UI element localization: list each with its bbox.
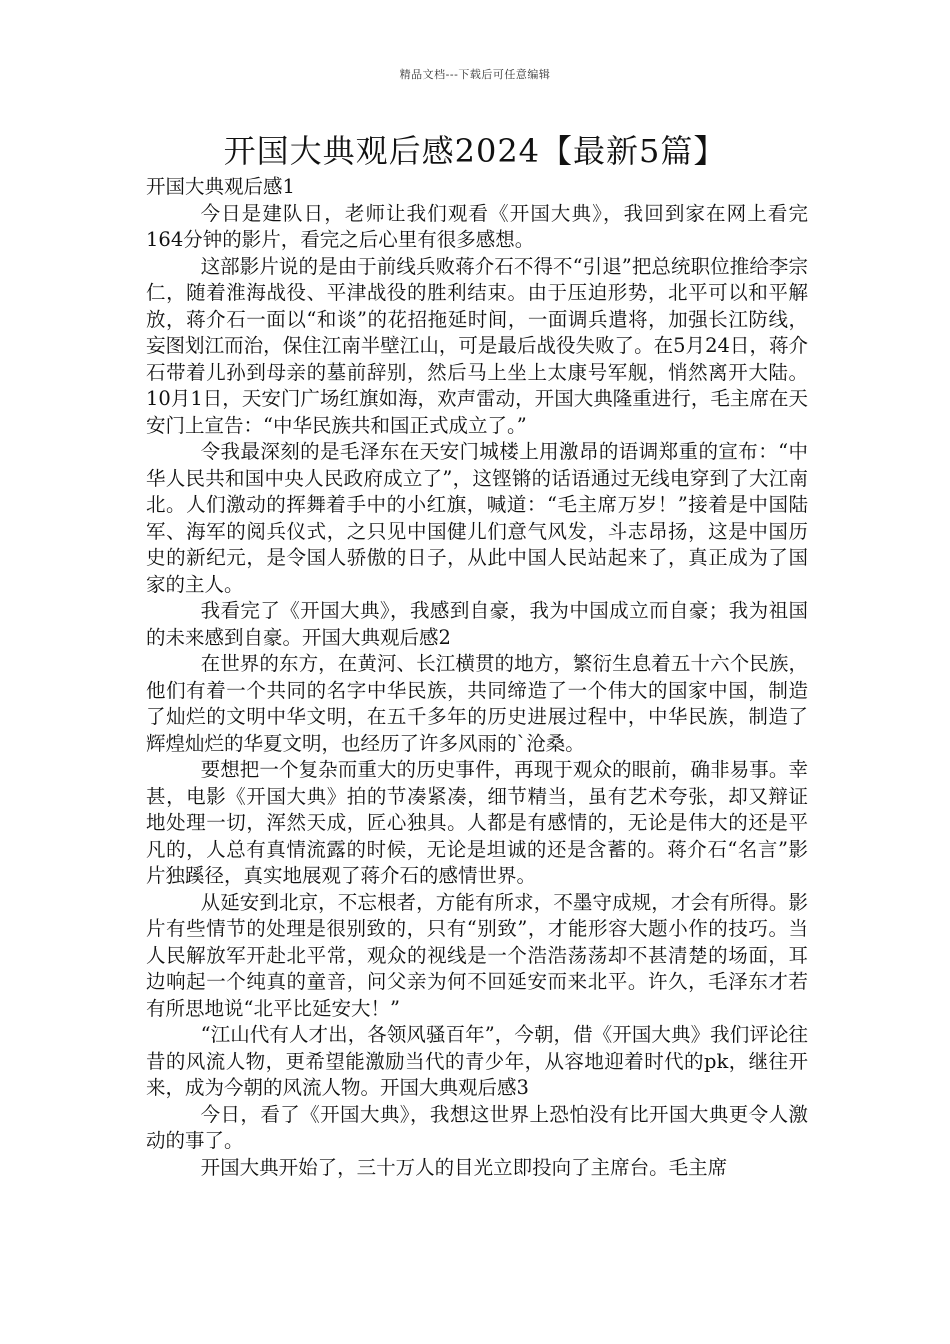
document-title: 开国大典观后感2024【最新5篇】 bbox=[223, 132, 727, 170]
paragraph: 在世界的东方，在黄河、长江横贯的地方，繁衍生息着五十六个民族，他们有着一个共同的名字中华民族，共同缔造了一个伟大的国家中国，制造了灿烂的文明中华文明，在五千多年的历史进展过程中，中华民族，制造了辉煌灿烂的华夏文明，也经历了许多风雨的`沧桑。 bbox=[146, 652, 808, 755]
paragraph: 开国大典观后感1 bbox=[146, 175, 295, 198]
paragraph: 从延安到北京，不忘根者，方能有所求，不墨守成规，才会有所得。影片有些情节的处理是很别致的，只有“别致”，才能形容大题小作的技巧。当人民解放军开赴北平常，观众的视线是一个浩浩荡荡却不甚清楚的场面，耳边响起一个纯真的童音，问父亲为何不回延安而来北平。许久，毛泽东才若有所思地说“北平比延安大！” bbox=[146, 890, 808, 1020]
paragraph: “江山代有人才出，各领风骚百年”，今朝，借《开国大典》我们评论往昔的风流人物，更希望能激励当代的青少年，从容地迎着时代的pk，继往开来，成为今朝的风流人物。开国大典观后感3 bbox=[146, 1023, 808, 1099]
paragraph: 今日，看了《开国大典》，我想这世界上恐怕没有比开国大典更令人激动的事了。 bbox=[146, 1102, 808, 1152]
paragraph: 要想把一个复杂而重大的历史事件，再现于观众的眼前，确非易事。幸甚，电影《开国大典》拍的节凑紧凑，细节精当，虽有艺术夸张，却又辩证地处理一切，浑然天成，匠心独具。人都是有感情的，无论是伟大的还是平凡的，人总有真情流露的时候，无论是坦诚的还是含蓄的。蒋介石“名言”影片独蹊径，真实地展观了蒋介石的感情世界。 bbox=[146, 758, 808, 887]
paragraph: 开国大典开始了，三十万人的目光立即投向了主席台。毛主席 bbox=[200, 1155, 728, 1179]
paragraph: 今日是建队日，老师让我们观看《开国大典》，我回到家在网上看完164分钟的影片，看完之后心里有很多感想。 bbox=[146, 201, 808, 251]
paragraph: 这部影片说的是由于前线兵败蒋介石不得不“引退”把总统职位推给李宗仁，随着淮海战役、平津战役的胜利结束。由于压迫形势，北平可以和平解放，蒋介石一面以“和谈”的花招拖延时间，一面调兵遣将，加强长江防线，妄图划江而治，保住江南半壁江山，可是最后战役失败了。在5月24日，蒋介石带着儿孙到母亲的墓前辞别，然后马上坐上太康号军舰，悄然离开大陆。10月1日，天安门广场红旗如海，欢声雷动，开国大典隆重进行，毛主席在天安门上宣告：“中华民族共和国正式成立了。” bbox=[146, 254, 808, 437]
paragraph: 令我最深刻的是毛泽东在天安门城楼上用激昂的语调郑重的宣布：“中华人民共和国中央人民政府成立了”，这铿锵的话语通过无线电穿到了大江南北。人们激动的挥舞着手中的小红旗，喊道：“毛主席万岁！”接着是中国陆军、海军的阅兵仪式，之只见中国健儿们意气风发，斗志昂扬，这是中国历史的新纪元，是令国人骄傲的日子，从此中国人民站起来了，真正成为了国家的主人。 bbox=[146, 440, 808, 596]
paragraph: 我看完了《开国大典》，我感到自豪，我为中国成立而自豪；我为祖国的未来感到自豪。开国大典观后感2 bbox=[146, 599, 808, 649]
document-body bbox=[146, 174, 808, 1181]
page-header: 精品文档---下载后可任意编辑 bbox=[399, 68, 551, 81]
